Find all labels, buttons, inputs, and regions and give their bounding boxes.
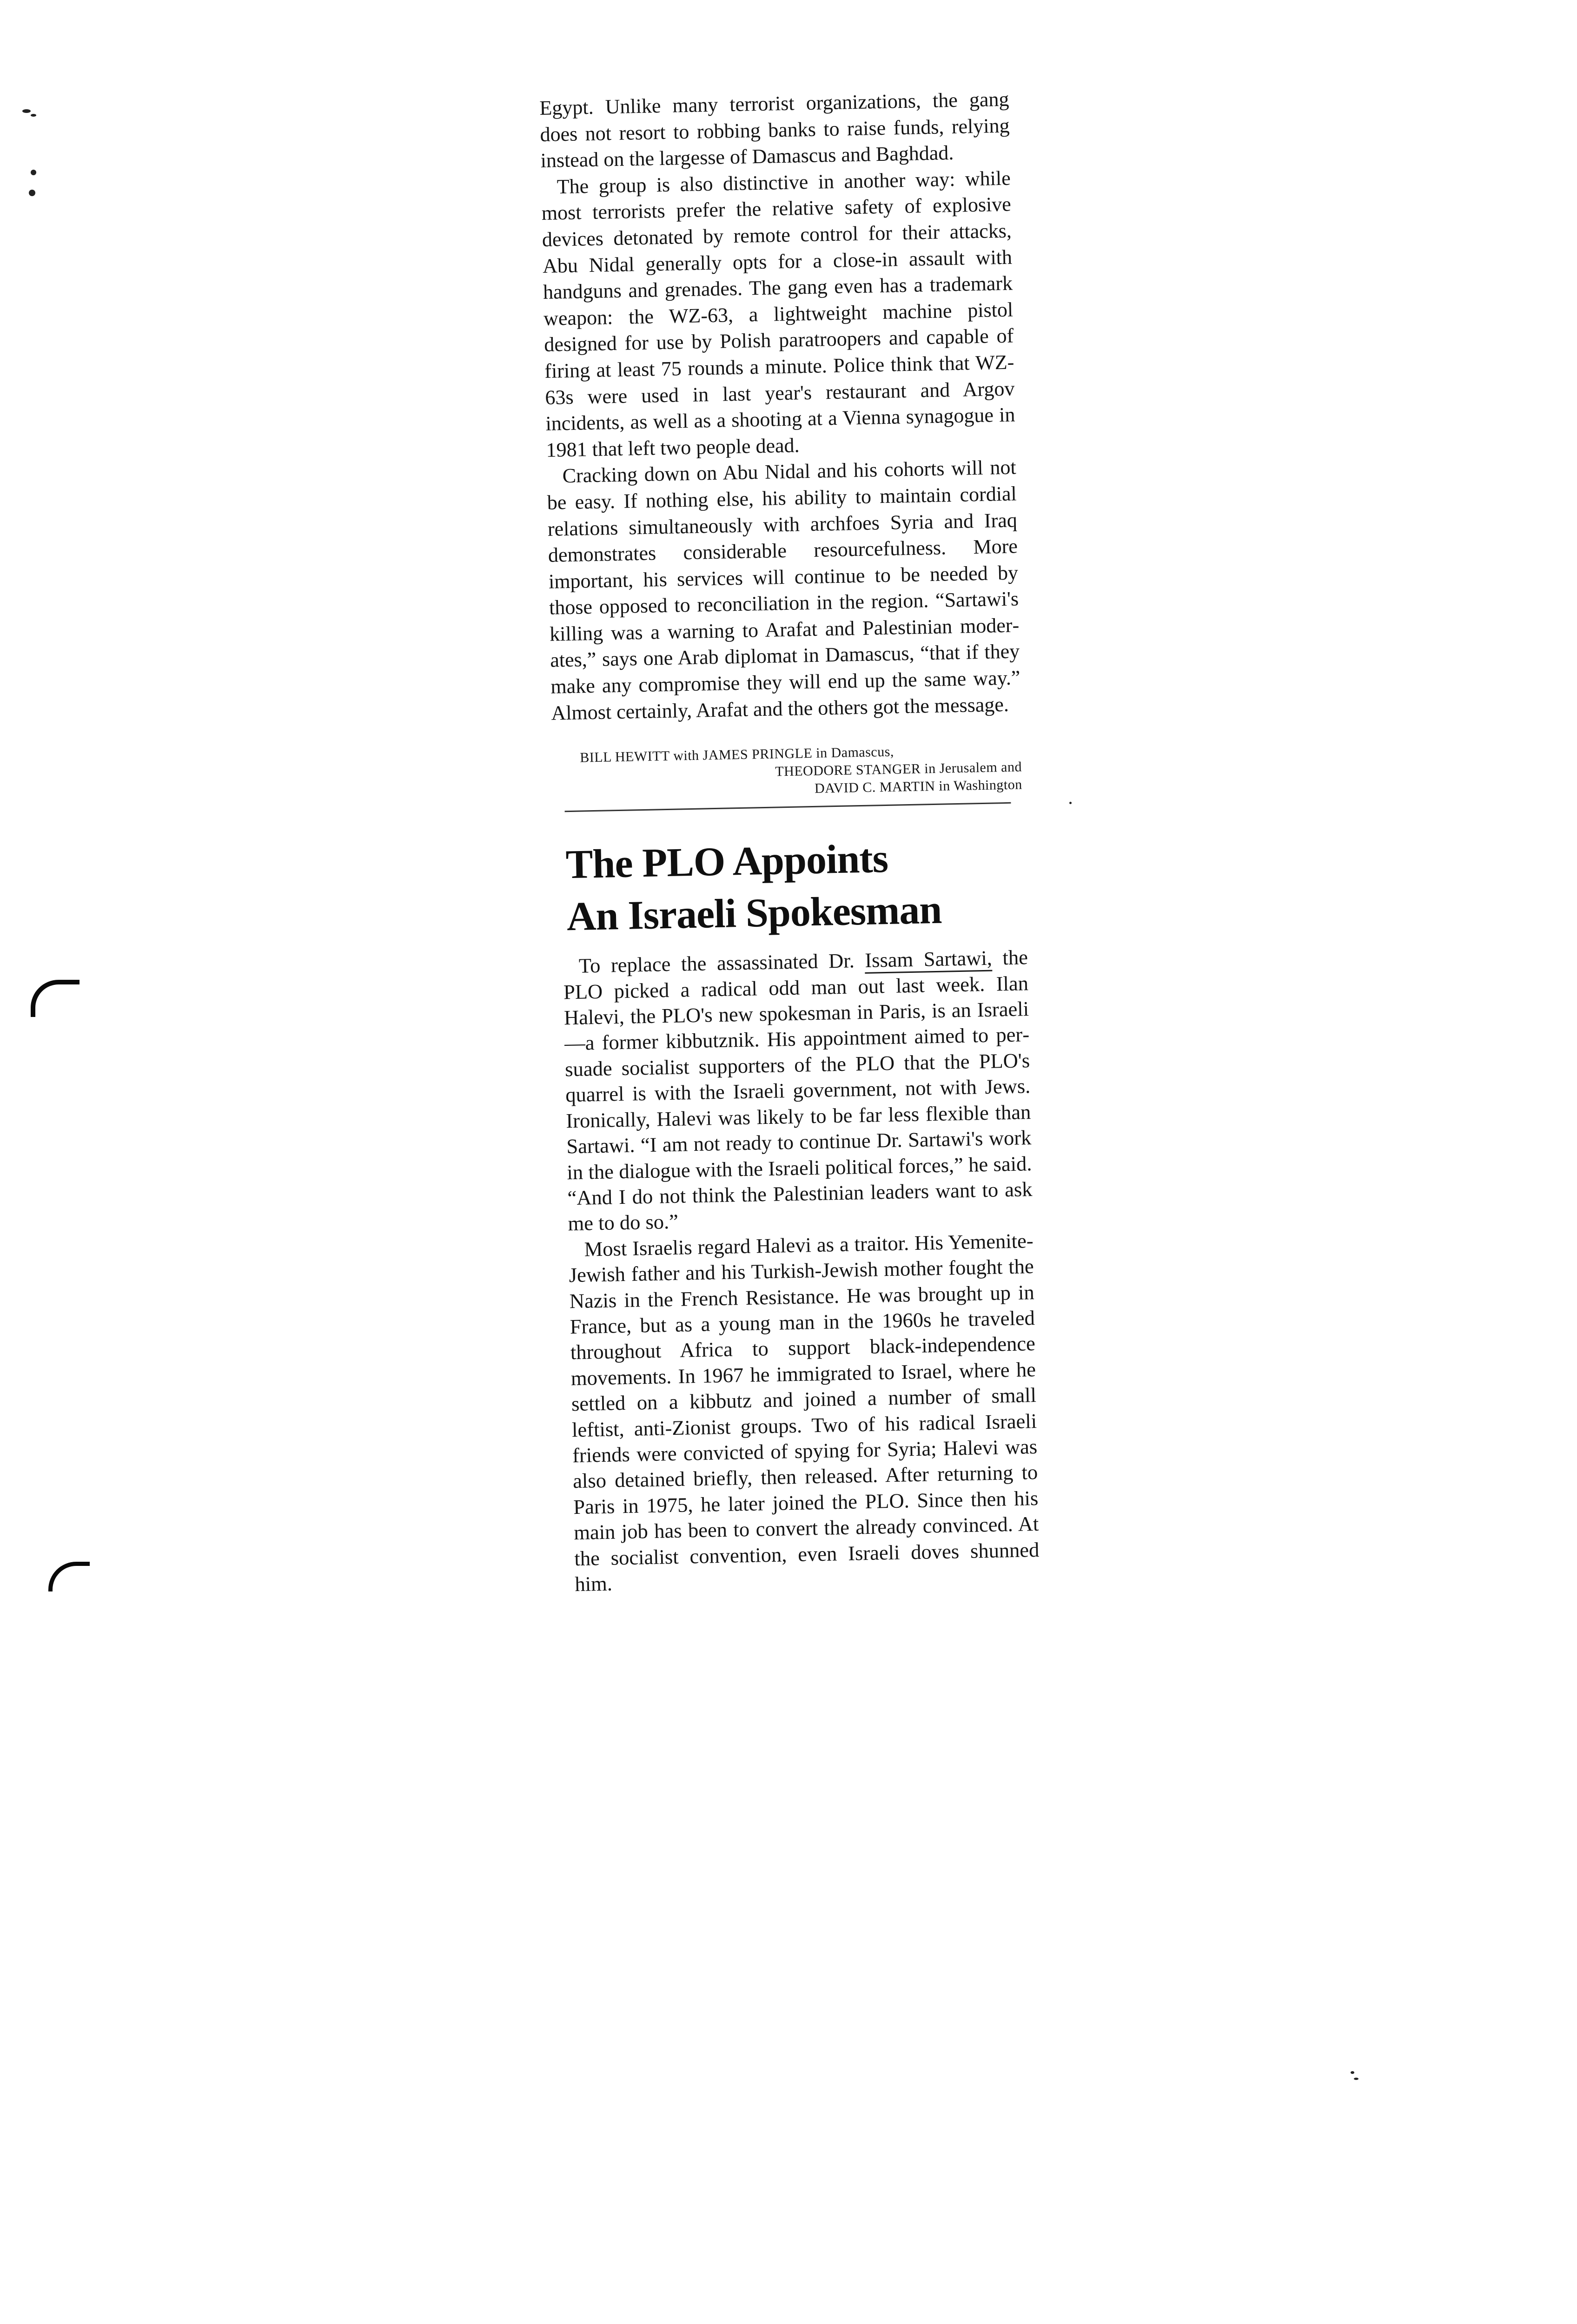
story2-body [563, 944, 1040, 1597]
underlined-name: Issam Sartawi, [865, 946, 993, 974]
scan-speck [1351, 2071, 1354, 2074]
story1-paragraph-1: Egypt. Unlike many terrorist organizations, the gang does not resort to robbing banks to raise funds, relying instead on the largesse of Damascus and Baghdad. [539, 87, 1010, 172]
binder-mark-top [31, 980, 80, 1017]
headline-line-2: An Israeli Spokesman [566, 887, 942, 940]
credit-line-1: BILL HEWITT with JAMES PRINGLE in Damascus, [580, 744, 895, 766]
story2-paragraph-1 [563, 944, 1033, 1237]
scan-speck [31, 114, 36, 117]
story2-p1-rest: the PLO picked a radical odd man out last week. Ilan Halevi, the PLO's new spokesman in Paris, is an Israeli—a former kibbutznik. His appointment aimed to persuade socialist supporters of the PLO that the PLO's quarrel is with the Israeli government, not with Jews. Ironically, Halevi was likely to be far less flexible than Sartawi. “I am not ready to continue Dr. Sartawi's work in the dialogue with the Israeli political forces,” he said. “And I do not think the Palestinian leaders want to ask me to do so.” [563, 945, 1033, 1235]
credit-line-2: THEODORE STANGER in Jerusalem and [775, 759, 1022, 779]
scan-speck [31, 170, 36, 175]
story1-paragraph-2: The group is also distinctive in another way: while most terrorists prefer the relative safety of explosive devices detonated by remote control for their attacks, Abu Nidal generally opts for a close-in assault with handguns and grenades. The gang even has a trademark weapon: the WZ-63, a lightweight machine pistol designed for use by Polish paratroopers and capable of firing at least 75 rounds a minute. Police think that WZ-63s were used in last year's restaurant and Argov incidents, as well as a shooting at a Vienna synagogue in 1981 that left two people dead. [541, 166, 1015, 462]
section-divider [565, 802, 1011, 812]
headline-line-1: The PLO Appoints [565, 836, 888, 888]
story2-p1-lead: To replace the assassinated Dr. [578, 949, 865, 977]
scan-speck [22, 109, 31, 113]
binder-mark-bottom [48, 1562, 90, 1591]
scan-speck [1354, 2078, 1358, 2080]
byline-credit [552, 741, 1022, 803]
scan-speck [1069, 802, 1072, 804]
story2-paragraph-2: Most Israelis regard Halevi as a traitor. His Yemenite-Jewish father and his Turkish-Jewish mother fought the Nazis in the French Resistance. He was brought up in France, but as a young man in the 1960s he traveled throughout Africa to support black-independence movements. In 1967 he immigrated to Israel, where he settled on a kibbutz and joined a number of small leftist, anti-Zionist groups. Two of his radical Israeli friends were convicted of spying for Syria; Halevi was also detained briefly, then released. After returning to Paris in 1975, he later joined the PLO. Since then his main job has been to convert the already convinced. At the socialist convention, even Israeli doves shunned him. [569, 1228, 1040, 1596]
story1-paragraph-3: Cracking down on Abu Nidal and his cohorts will not be easy. If nothing else, his ability to maintain cordial relations simultaneously with archfoes Syria and Iraq demonstrates considerable resourcefulness. More important, his services will continue to be needed by those opposed to reconciliation in the region. “Sartawi's killing was a warning to Arafat and Palestinian moderates,” says one Arab diplomat in Damascus, “that if they make any compromise they will end up the same way.” Almost certainly, Arafat and the others got the message. [547, 456, 1020, 725]
headline [565, 831, 1025, 944]
article-column [539, 86, 1038, 1598]
credit-line-3: DAVID C. MARTIN in Washington [814, 777, 1022, 797]
scan-speck [29, 190, 35, 196]
